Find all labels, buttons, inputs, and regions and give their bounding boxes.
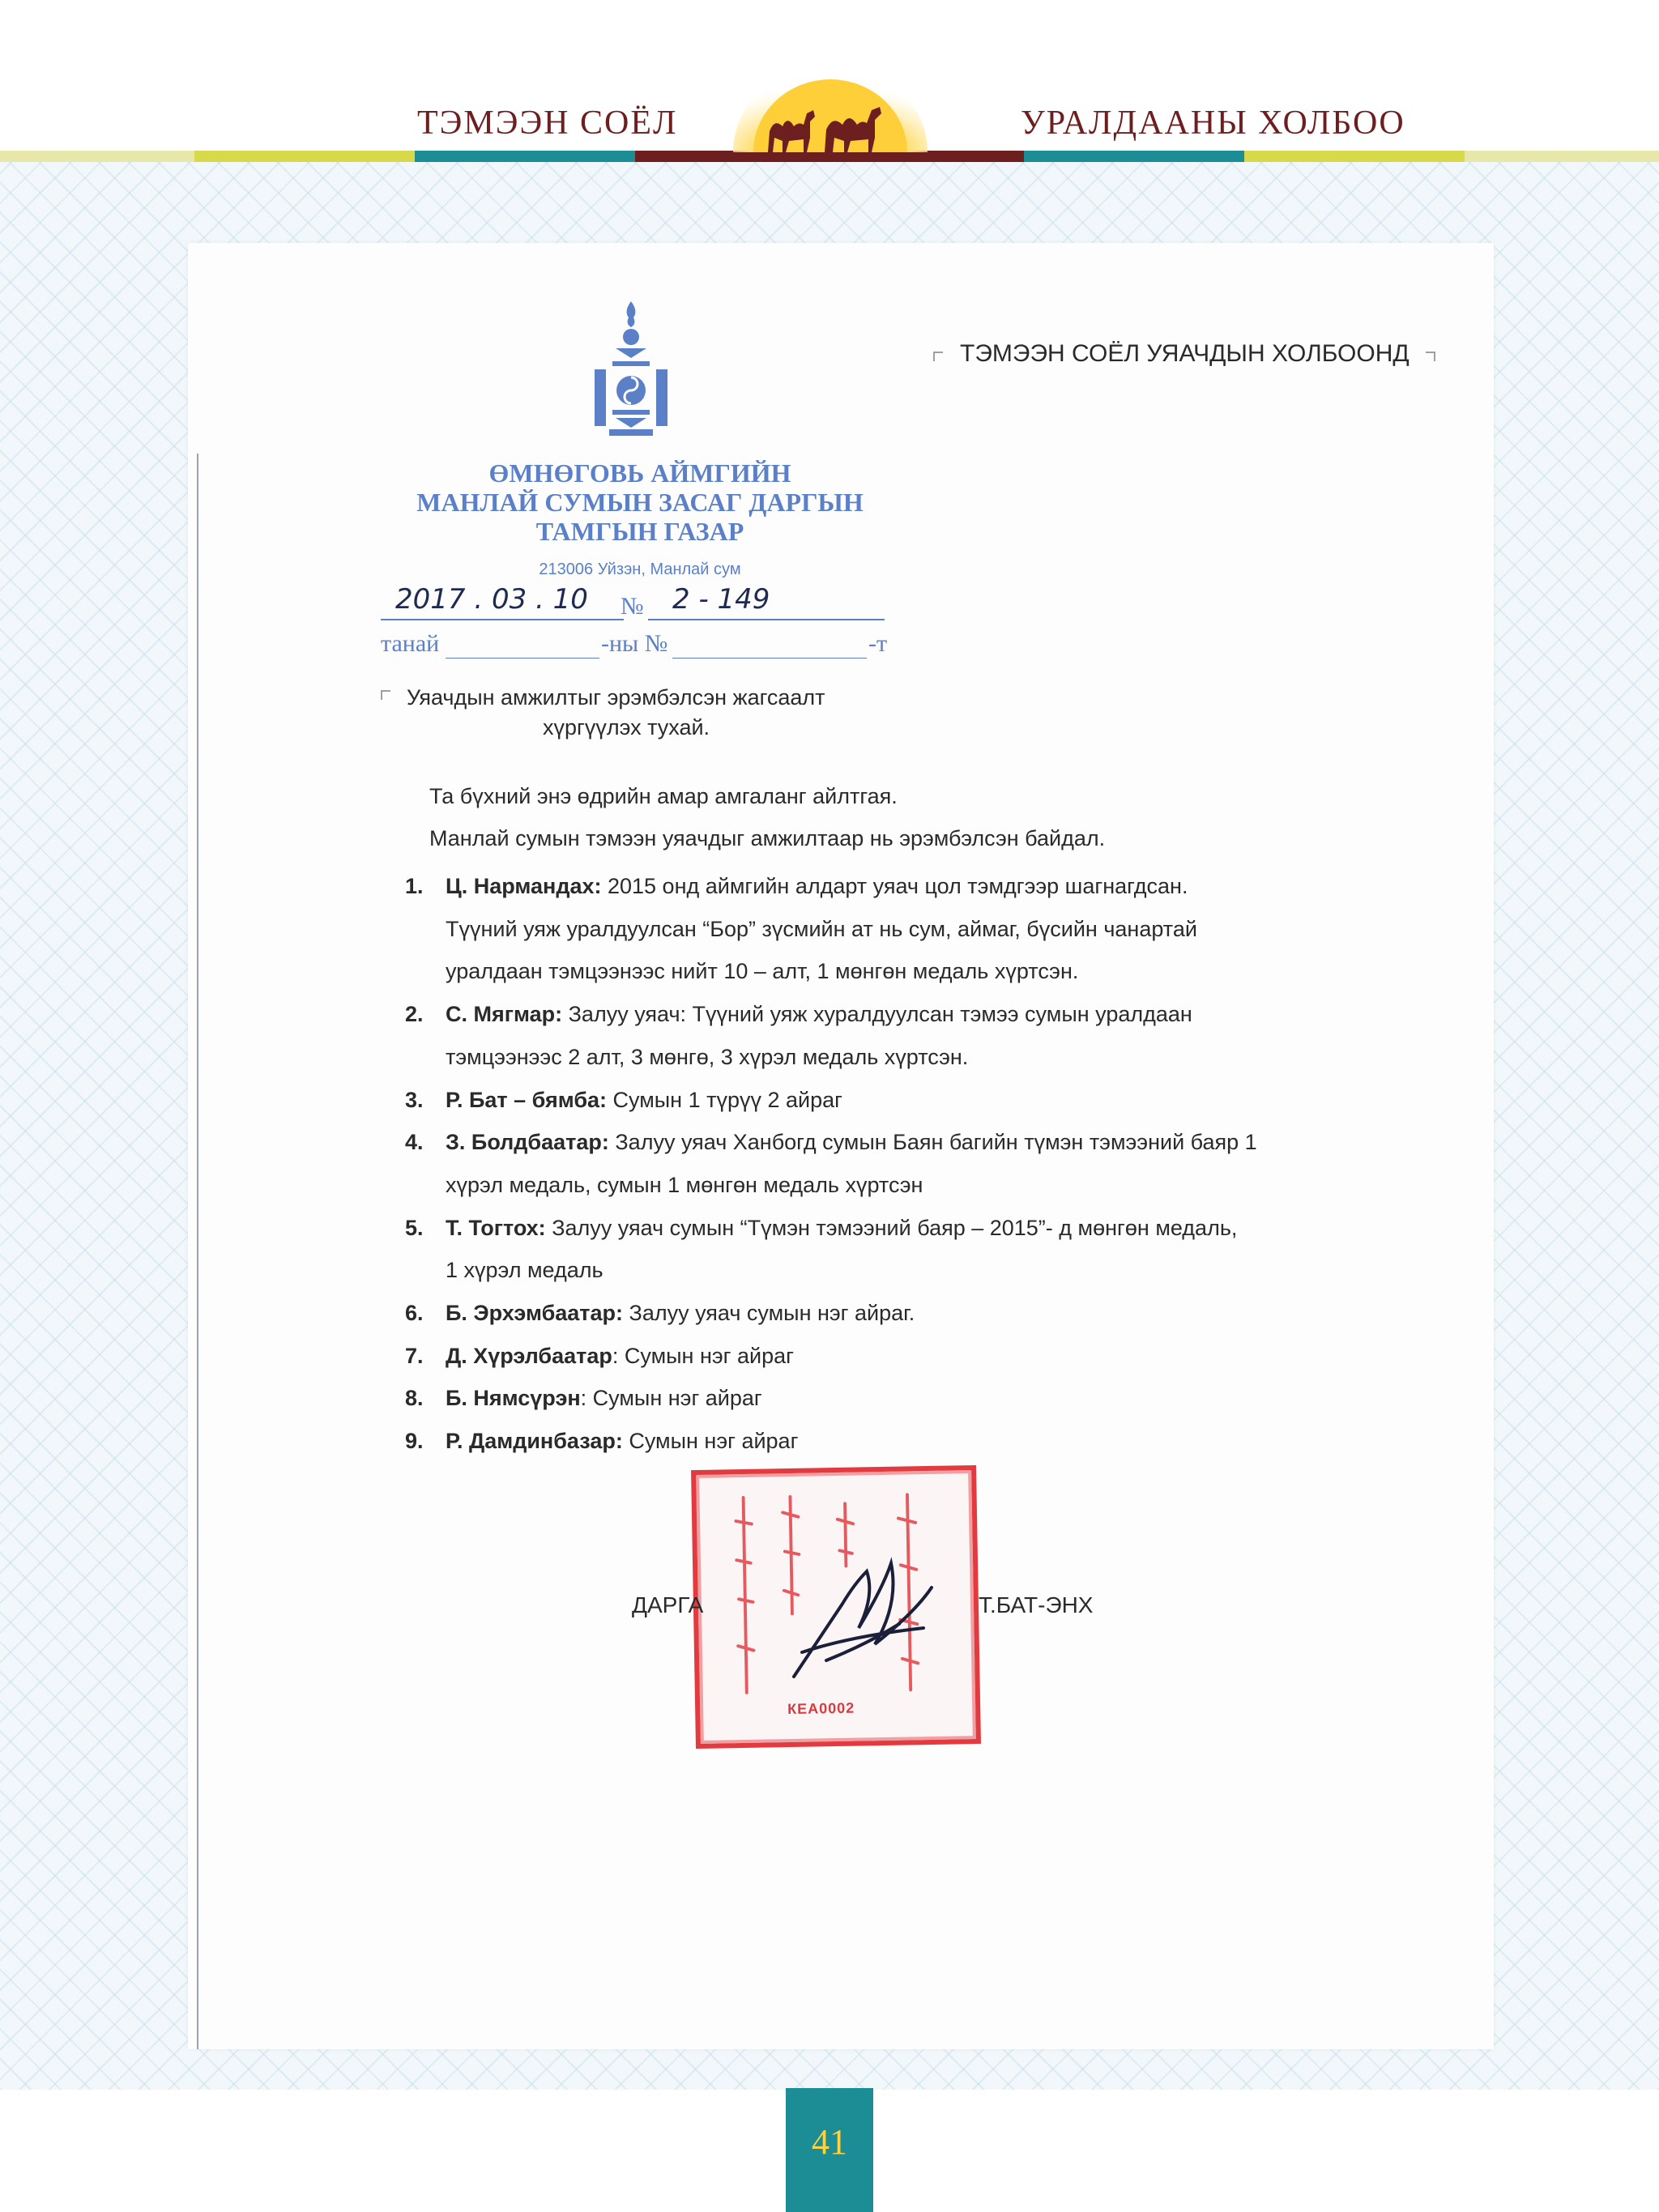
item-text (446, 1377, 762, 1420)
item-line: хүрэл медаль, сумын 1 мөнгөн медаль хүртсэн (446, 1172, 923, 1197)
item-name: Т. Тогтох: (446, 1215, 546, 1240)
item-line: 1 хүрэл медаль (446, 1258, 603, 1283)
corner-mark (381, 690, 390, 700)
item-text (446, 1292, 915, 1335)
item-line: Залуу уяач Ханбогд сумын Баян багийн түмэн тэмээний баяр 1 (608, 1130, 1257, 1155)
camel-sun-logo-icon (729, 57, 932, 162)
item-text (446, 1079, 842, 1122)
list-item (405, 993, 1401, 1078)
number-sign: № (621, 593, 644, 620)
handwritten-signature (778, 1539, 956, 1693)
handwritten-date: 2017 . 03 . 10 (395, 583, 588, 616)
addressee: ТЭМЭЭН СОЁЛ УЯАЧДЫН ХОЛБООНД (960, 340, 1410, 367)
list-item (405, 1377, 1401, 1420)
item-line: : Сумын нэг айраг (580, 1386, 762, 1411)
signer-name: Т.БАТ-ЭНХ (979, 1592, 1094, 1617)
item-line: Түүний уяж уралдуулсан “Бор” зүсмийн ат нь сум, аймаг, бүсийн чанартай (446, 916, 1197, 941)
item-line: : Сумын нэг айраг (612, 1343, 794, 1368)
item-number: 5. (405, 1215, 424, 1240)
subject-line: хүргүүлэх тухай. (543, 715, 710, 739)
item-number: 6. (405, 1301, 424, 1326)
margin-rule (197, 454, 198, 2049)
subject-line: Уяачдын амжилтыг эрэмбэлсэн жагсаалт (407, 685, 825, 710)
header-stripe (1465, 151, 1659, 162)
item-text (446, 1335, 794, 1378)
page-number: 41 (812, 2122, 847, 2162)
header-stripe (1024, 151, 1244, 162)
item-name: З. Болдбаатар: (446, 1130, 609, 1155)
corner-mark (933, 352, 943, 361)
item-name: Д. Хүрэлбаатар (446, 1343, 612, 1368)
item-line: Сумын 1 түрүү 2 айраг (607, 1087, 842, 1112)
header-right-title: УРАЛДААНЫ ХОЛБОО (1021, 104, 1405, 142)
item-number: 3. (405, 1087, 424, 1112)
item-name: Б. Нямсүрэн (446, 1386, 581, 1411)
item-text (446, 1121, 1257, 1206)
stamp-code: КЕА0002 (787, 1699, 855, 1718)
page-number-tab (786, 2088, 873, 2212)
list-item (405, 1207, 1401, 1292)
item-text (446, 993, 1192, 1078)
reference-mid: -ны № (601, 630, 668, 657)
item-text (446, 1207, 1237, 1292)
item-name: Р. Бат – бямба: (446, 1087, 608, 1112)
org-name-line: ТАМГЫН ГАЗАР (535, 517, 744, 546)
item-name: Ц. Нармандах: (446, 874, 602, 898)
list-item (405, 865, 1401, 993)
list-item (405, 1292, 1401, 1335)
item-number: 9. (405, 1429, 424, 1454)
signer-role: ДАРГА (632, 1592, 704, 1617)
item-text (446, 1420, 798, 1463)
org-name-line: ӨМНӨГОВЬ АЙМГИЙН (488, 458, 791, 488)
item-line: Залуу уяач: Түүний уяж хуралдуулсан тэмээ сумын уралдаан (562, 1002, 1192, 1027)
item-line: Залуу уяач сумын “Түмэн тэмээний баяр – 2015”- д мөнгөн медаль, (545, 1215, 1238, 1240)
organization-name (389, 458, 891, 546)
number-underline (648, 619, 885, 620)
letter-subject (407, 683, 825, 743)
greeting: Та бүхний энэ өдрийн амар амгаланг айлтгая. (429, 784, 898, 808)
ranking-list (405, 865, 1401, 1463)
reference-prefix: танай (381, 630, 440, 657)
item-number: 7. (405, 1343, 424, 1368)
item-number: 2. (405, 1002, 424, 1027)
header-left-title: ТЭМЭЭН СОЁЛ (417, 104, 678, 142)
list-item (405, 1079, 1401, 1122)
intro-paragraph: Манлай сумын тэмээн уяачдыг амжилтаар нь эрэмбэлсэн байдал. (429, 826, 1106, 850)
date-underline (381, 619, 624, 620)
header-stripe (415, 151, 635, 162)
list-item (405, 1420, 1401, 1463)
item-line: уралдаан тэмцээнээс нийт 10 – алт, 1 мөнгөн медаль хүртсэн. (446, 959, 1079, 984)
item-line: 2015 онд аймгийн алдарт уяач цол тэмдгээр шагнагдсан. (601, 874, 1188, 898)
item-name: Б. Эрхэмбаатар: (446, 1301, 624, 1326)
header-stripe (194, 151, 415, 162)
item-name: С. Мягмар: (446, 1002, 563, 1027)
reference-suffix: -т (868, 630, 888, 657)
item-line: тэмцээнээс 2 алт, 3 мөнгө, 3 хүрэл медаль хүртсэн. (446, 1044, 969, 1069)
list-item (405, 1121, 1401, 1206)
item-line: Залуу уяач сумын нэг айраг. (623, 1301, 915, 1326)
item-number: 4. (405, 1130, 424, 1155)
soyombo-emblem-icon (591, 300, 671, 437)
item-line: Сумын нэг айраг (622, 1429, 799, 1454)
item-number: 8. (405, 1386, 424, 1411)
organization-address: 213006 Уйзэн, Манлай сум (539, 560, 741, 578)
org-name-line: МАНЛАЙ СУМЫН ЗАСАГ ДАРГЫН (416, 488, 864, 517)
handwritten-number: 2 - 149 (672, 583, 770, 616)
list-item (405, 1335, 1401, 1378)
item-text (446, 865, 1197, 993)
header-stripe (1244, 151, 1465, 162)
item-number: 1. (405, 874, 424, 898)
header-stripe (0, 151, 194, 162)
magazine-header (0, 0, 1659, 162)
corner-mark (1426, 352, 1435, 361)
item-name: Р. Дамдинбазар: (446, 1429, 623, 1454)
